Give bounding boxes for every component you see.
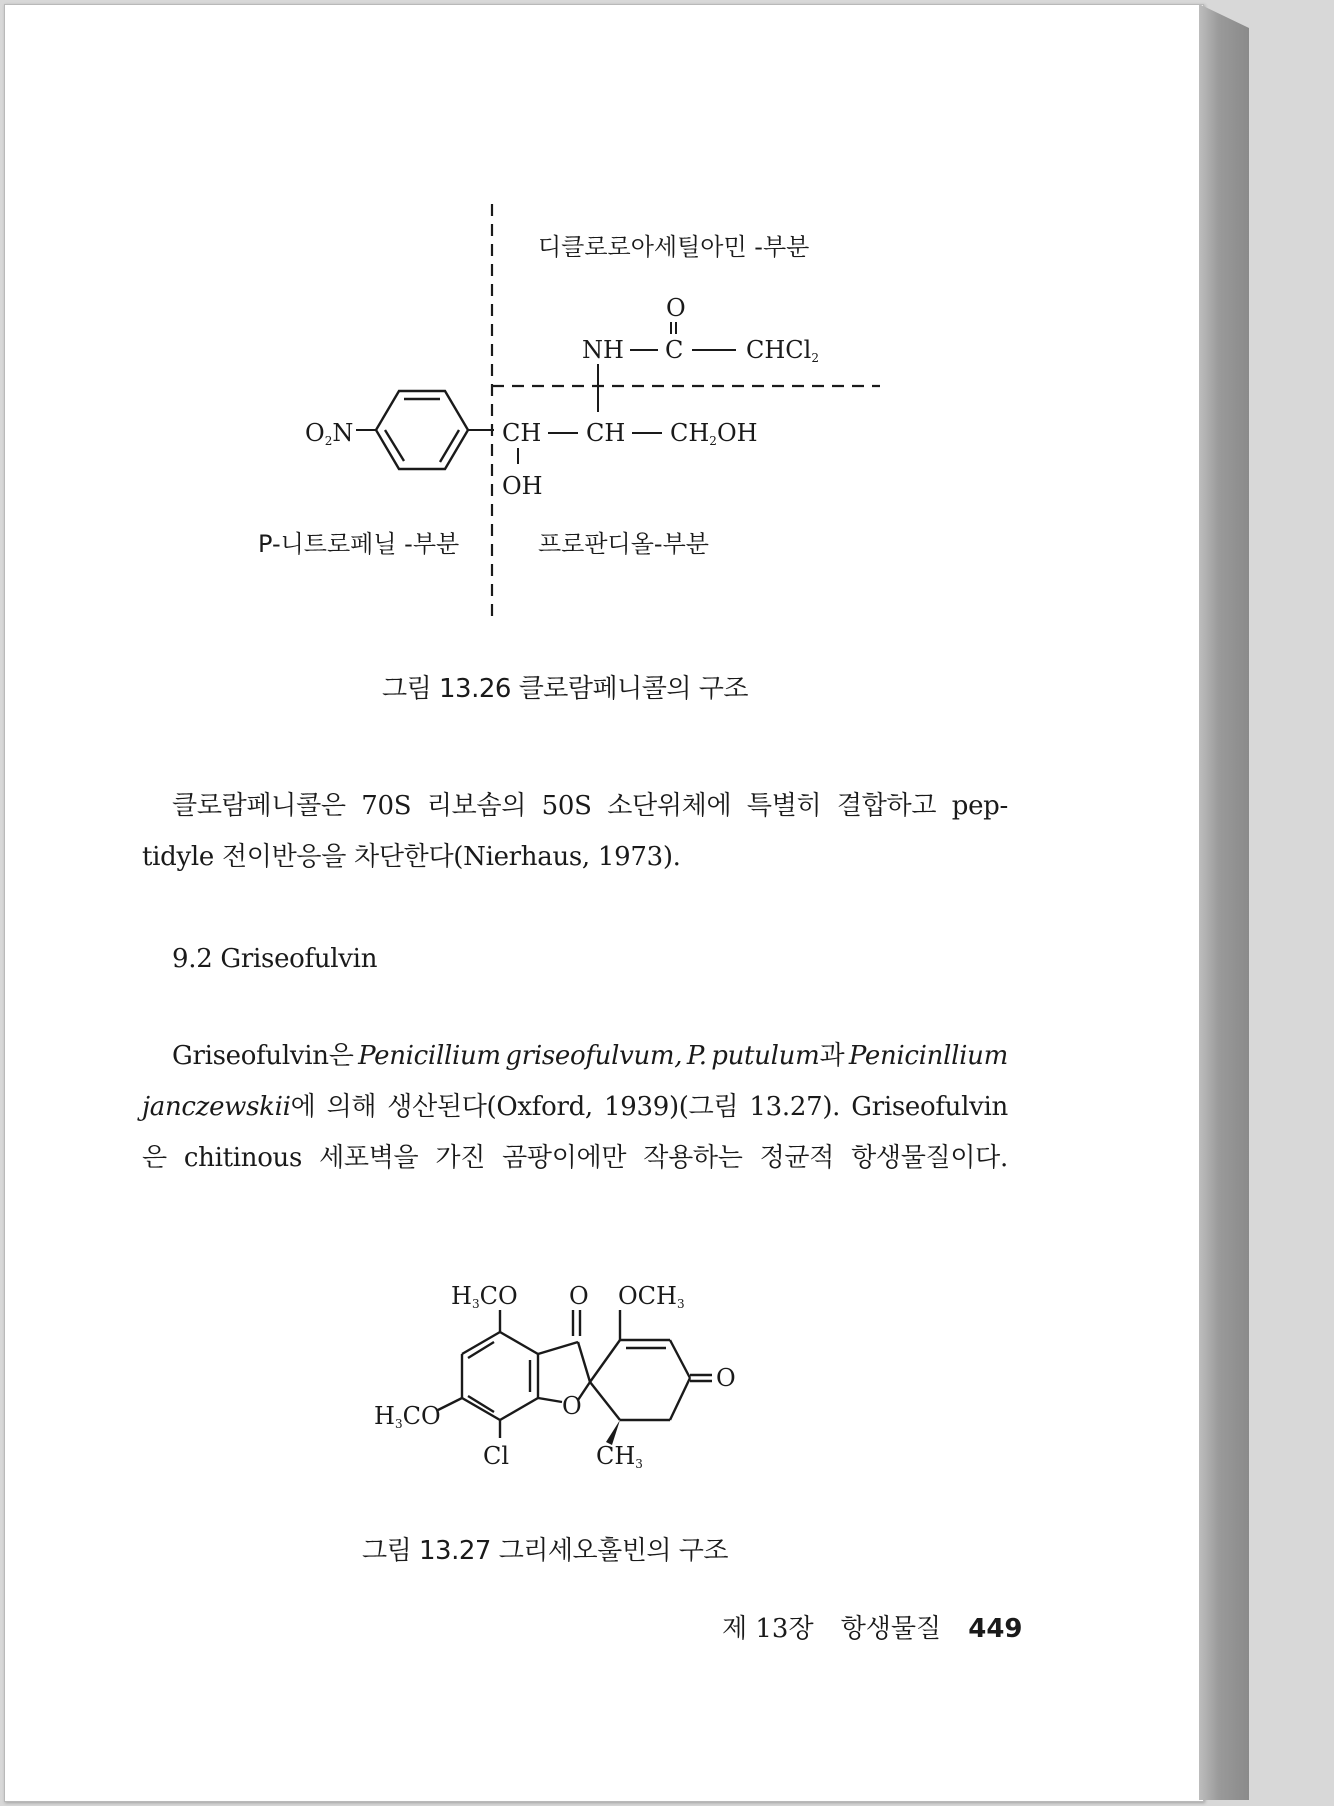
och3-och: OCH — [618, 1282, 677, 1310]
figure-13-26-caption: 그림 13.26 클로람페니콜의 구조 — [382, 674, 749, 704]
word: 특별히 — [746, 791, 822, 821]
atom-nh: NH — [582, 336, 624, 364]
o2n-n: N — [332, 419, 354, 447]
word-mixed — [142, 1082, 315, 1133]
word: 가진 — [435, 1143, 486, 1173]
word-italic: janczewskii — [142, 1092, 291, 1122]
ring-inner-bond-2 — [440, 430, 459, 462]
ch2oh-oh: OH — [716, 419, 758, 447]
page-stack-edge — [1199, 4, 1249, 1800]
bond-c2-carbonyl — [538, 1342, 578, 1354]
word: 50S — [541, 791, 592, 821]
benzene-ring — [376, 391, 468, 469]
o2n-o: O — [305, 419, 325, 447]
atom-chcl2 — [746, 336, 819, 365]
word-italic: Penicillium — [358, 1041, 501, 1071]
word: 은 — [142, 1143, 167, 1173]
bond-c3-c4 — [500, 1398, 538, 1420]
atom-h3co-left — [374, 1402, 441, 1431]
word-particle: 과 — [819, 1041, 845, 1071]
paragraph-2-line-3 — [142, 1133, 1008, 1184]
word: 결합하고 — [836, 791, 937, 821]
atom-carbonyl-carbon: C — [665, 336, 684, 364]
figure-13-27-caption: 그림 13.27 그리세오훌빈의 구조 — [362, 1536, 729, 1566]
word-italic: P. — [686, 1041, 707, 1071]
word: Griseofulvin은 — [172, 1041, 354, 1071]
atom-o2n — [305, 419, 353, 448]
running-footer — [722, 1608, 1023, 1645]
bond-c4p-c5p — [670, 1378, 690, 1420]
bond-h3co-left — [438, 1398, 462, 1410]
atom-ch-2: CH — [586, 419, 626, 447]
atom-och3 — [618, 1282, 685, 1311]
word: 항생물질이다. — [851, 1143, 1008, 1173]
word: 생산된다(Oxford, — [387, 1092, 593, 1122]
inner-bond-c — [468, 1342, 494, 1358]
chapter-title: 항생물질 — [840, 1614, 942, 1644]
section-heading-griseofulvin: 9.2 Griseofulvin — [172, 944, 378, 974]
word: 70S — [361, 791, 412, 821]
label-propanediol: 프로판디올-부분 — [538, 530, 709, 558]
ch2oh-ch: CH — [670, 419, 710, 447]
atom-cl: Cl — [483, 1442, 510, 1470]
word: 클로람페니콜은 — [172, 791, 346, 821]
ring-inner-bond-3 — [385, 430, 404, 461]
bond-oxygen-c3 — [538, 1398, 562, 1402]
word: 작용하는 — [643, 1143, 743, 1173]
page-number: 449 — [968, 1614, 1023, 1644]
atom-ketone-oxygen: O — [569, 1282, 589, 1310]
paragraph-2-line-2 — [142, 1082, 1008, 1133]
word: chitinous — [183, 1143, 303, 1173]
atom-ch2oh — [670, 419, 758, 448]
atom-ch-1: CH — [502, 419, 542, 447]
atom-oh: OH — [502, 472, 543, 500]
word: 의해 — [326, 1092, 377, 1122]
word: 소단위체에 — [607, 791, 732, 821]
word-italic: putulum — [711, 1041, 820, 1071]
bond-c1-c2 — [500, 1332, 538, 1354]
paragraph-1-line-1 — [172, 781, 1008, 832]
word: Griseofulvin — [851, 1092, 1008, 1122]
h3co-top-h: H — [451, 1282, 472, 1310]
atom-h3co-top — [451, 1282, 518, 1311]
label-dichloroacetylamine: 디클로로아세틸아민 -부분 — [538, 233, 810, 261]
chapter-label: 제 13장 — [722, 1614, 814, 1644]
word-mixed — [711, 1031, 844, 1082]
o2n-subscript: 2 — [324, 434, 333, 448]
atom-carbonyl-oxygen: O — [666, 294, 686, 322]
word-particle: 에 — [290, 1092, 316, 1122]
bond-c4-c5 — [462, 1398, 500, 1420]
ch3-ch: CH — [596, 1442, 636, 1470]
h3co-top-co: CO — [479, 1282, 518, 1310]
label-nitrophenyl: P-니트로페닐 -부분 — [258, 530, 460, 558]
word-italic: Penicinllium — [848, 1041, 1008, 1071]
word: 정균적 — [759, 1143, 835, 1173]
chloramphenicol-structure — [0, 0, 1200, 720]
paragraph-2-line-1 — [172, 1031, 1008, 1082]
word: pep- — [951, 791, 1008, 821]
h3co-left-h: H — [374, 1402, 395, 1430]
word: 13.27). — [749, 1092, 841, 1122]
griseofulvin-structure — [0, 1270, 1200, 1490]
chcl2-subscript: 2 — [811, 351, 819, 365]
word-italic: griseofulvum, — [505, 1041, 683, 1071]
atom-ring-oxygen: O — [562, 1392, 582, 1420]
word: 리보솜의 — [426, 791, 527, 821]
chcl2-symbol: CHCl — [746, 336, 812, 364]
h3co-top-sub: 3 — [471, 1297, 480, 1311]
atom-ch3 — [596, 1442, 643, 1471]
ch2oh-subscript: 2 — [709, 434, 717, 448]
word: 1939)(그림 — [604, 1092, 739, 1122]
h3co-left-co: CO — [402, 1402, 441, 1430]
ch3-sub: 3 — [635, 1457, 643, 1471]
och3-sub: 3 — [676, 1297, 685, 1311]
word: 세포벽을 — [319, 1143, 419, 1173]
paragraph-1-line-2: tidyle 전이반응을 차단한다(Nierhaus, 1973). — [142, 842, 681, 872]
atom-enone-oxygen: O — [716, 1364, 736, 1392]
bond-carbonyl-spiro — [578, 1342, 590, 1382]
h3co-left-sub: 3 — [394, 1417, 403, 1431]
word: 곰팡이에만 — [502, 1143, 627, 1173]
bond-c6p-spiro — [590, 1382, 620, 1420]
bond-c3p-c4p — [670, 1340, 690, 1378]
bond-spiro-c2p — [590, 1340, 620, 1382]
